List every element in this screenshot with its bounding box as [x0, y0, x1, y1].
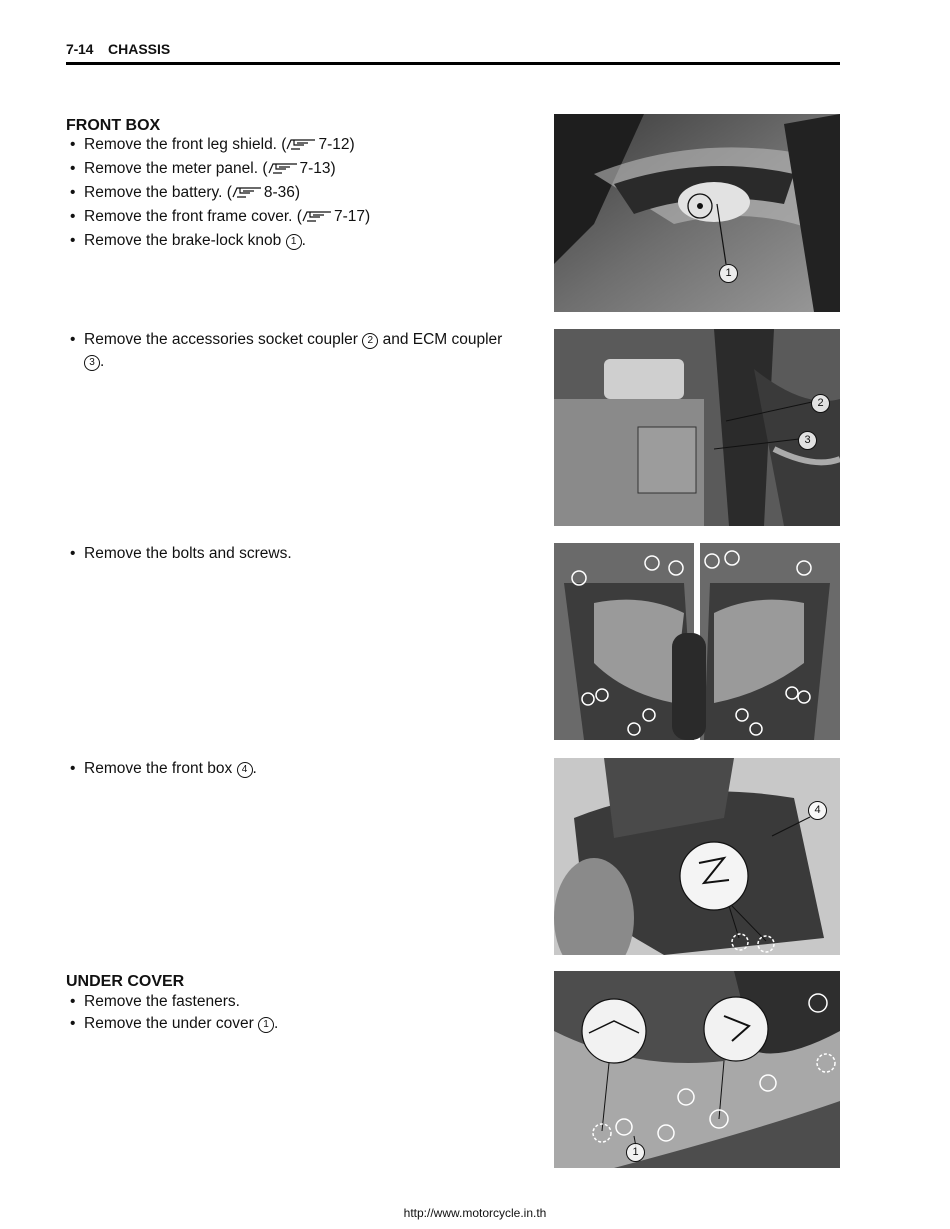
- photo-brake-lock-knob: [554, 114, 840, 312]
- bolts-step-block: [70, 543, 540, 565]
- coupler-step-block: [70, 329, 540, 373]
- step-remove-under-cover: • Remove the under cover 1 .: [70, 1015, 279, 1032]
- callout-number: 1: [258, 1017, 274, 1033]
- reference-icon: [268, 160, 300, 182]
- step-remove-fasteners: • Remove the fasteners.: [70, 993, 240, 1010]
- step-remove-meter-panel: • Remove the meter panel. ( 7-13): [70, 158, 540, 182]
- reference-icon: [286, 136, 318, 158]
- photo-under-cover: [554, 971, 840, 1168]
- photo-couplers: [554, 329, 840, 526]
- reference-icon: [232, 184, 264, 206]
- page-header: [66, 40, 840, 65]
- step-remove-front-box: • Remove the front box 4 .: [70, 760, 257, 777]
- step-remove-frame-cover: • Remove the front frame cover. ( 7-17): [70, 206, 540, 230]
- photo-callout: 1: [719, 264, 738, 283]
- under-cover-steps: [70, 991, 540, 1035]
- photo-front-box: [554, 758, 840, 955]
- footer-url: http://www.motorcycle.in.th: [403, 1206, 547, 1220]
- photo-callout-under-cover: 1: [626, 1143, 645, 1162]
- step-remove-leg-shield: • Remove the front leg shield. ( 7-12): [70, 134, 540, 158]
- callout-number: 4: [237, 762, 253, 778]
- step-remove-brake-lock-knob: • Remove the brake-lock knob 1 .: [70, 232, 306, 249]
- chapter-title: CHASSIS: [108, 41, 171, 57]
- photo-callout-coupler: 2: [811, 394, 830, 413]
- under-cover-title: UNDER COVER: [66, 973, 185, 990]
- callout-number: 2: [362, 333, 378, 349]
- front-box-steps: [70, 134, 540, 252]
- callout-number: 3: [84, 355, 100, 371]
- reference-icon: [302, 208, 334, 230]
- photo-callout-ecm: 3: [798, 431, 817, 450]
- page-number: 7-14: [66, 41, 94, 57]
- photo-callout-front-box: 4: [808, 801, 827, 820]
- step-remove-battery: • Remove the battery. ( 8-36): [70, 182, 540, 206]
- step-remove-couplers: • Remove the accessories socket coupler 2 and ECM coupler 3 .: [70, 331, 503, 370]
- step-remove-bolts: • Remove the bolts and screws.: [70, 545, 292, 562]
- front-box-title: FRONT BOX: [66, 117, 161, 134]
- callout-number: 1: [286, 234, 302, 250]
- box-step-block: [70, 758, 540, 780]
- photo-bolts-screws: [554, 543, 840, 740]
